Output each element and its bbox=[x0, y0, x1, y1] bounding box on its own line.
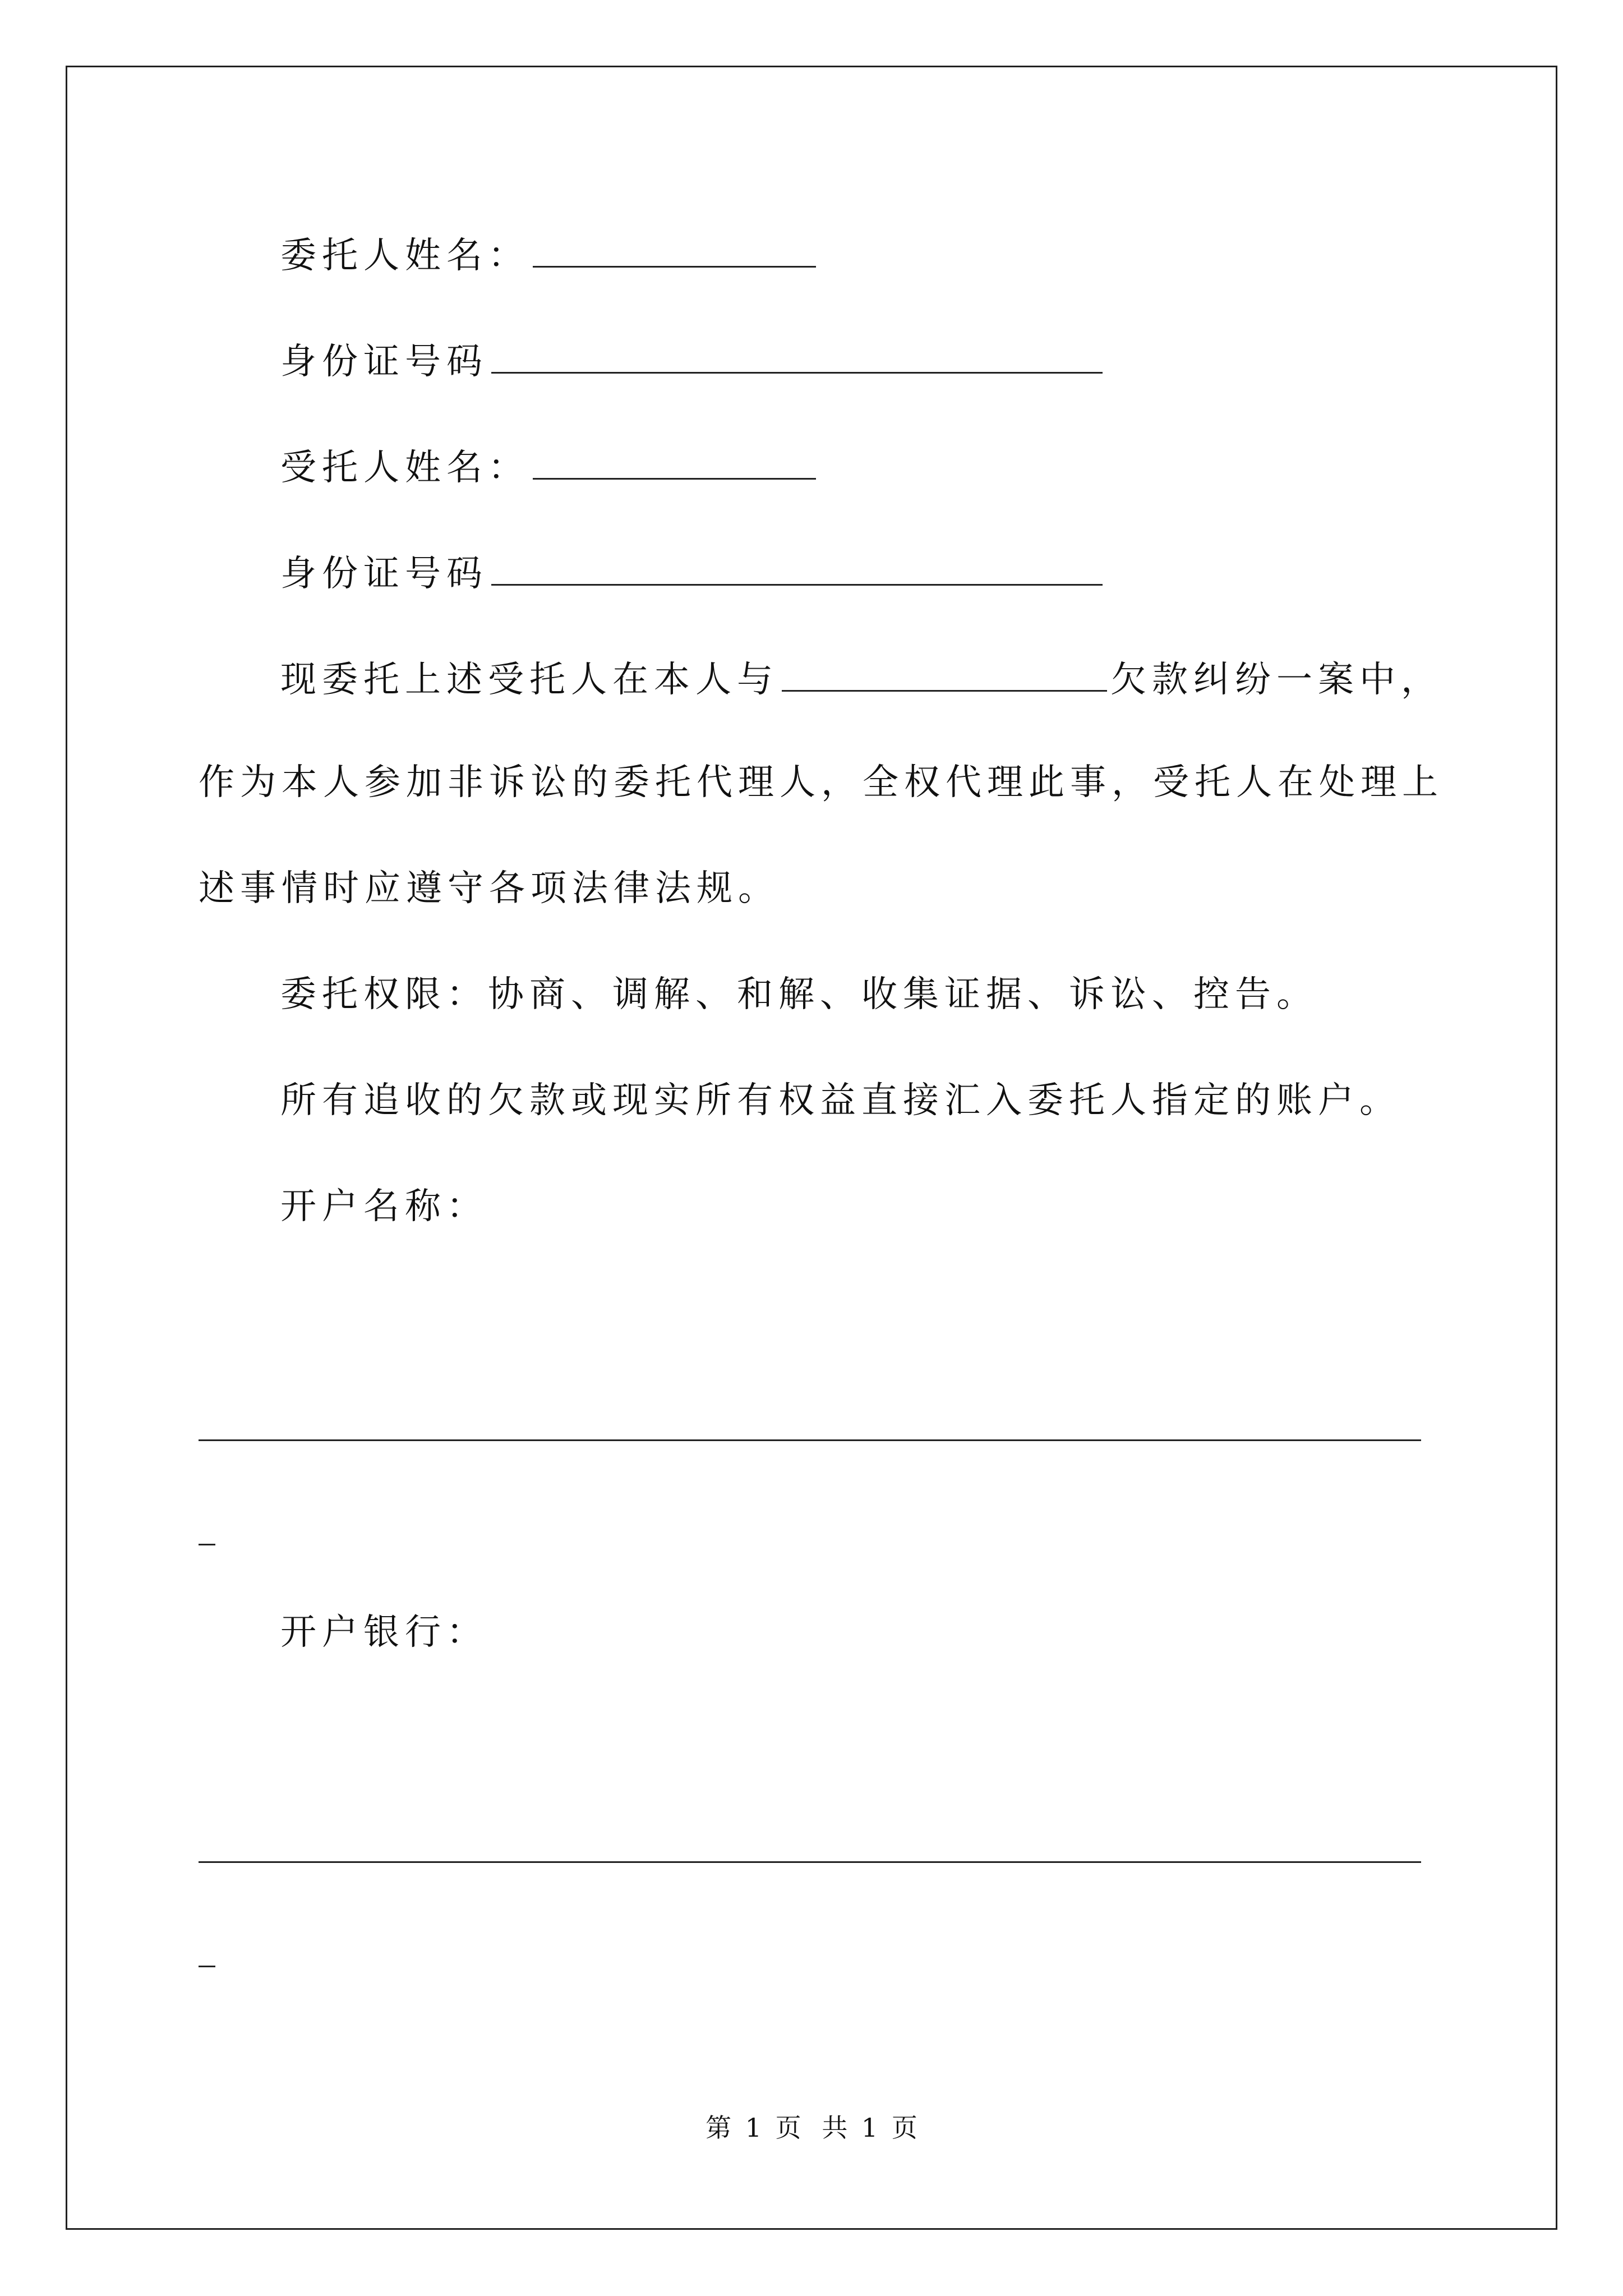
delegation-paragraph-line-1 bbox=[280, 659, 1442, 701]
bank-label: 开户银行： bbox=[280, 1612, 488, 1653]
agent-name-blank[interactable] bbox=[533, 447, 816, 480]
account-name-blank-overflow bbox=[199, 1544, 215, 1545]
principal-id-label: 身份证号码 bbox=[280, 341, 488, 383]
page-total: 共 1 页 bbox=[822, 2113, 917, 2143]
delegation-text-part-2: 欠款纠纷一案中， bbox=[1110, 659, 1442, 701]
account-name-label: 开户名称： bbox=[280, 1186, 488, 1227]
agent-id-line bbox=[280, 553, 1106, 595]
delegation-text-part-1: 现委托上述受托人在本人与 bbox=[280, 659, 778, 701]
deposit-statement: 所有追收的欠款或现实所有权益直接汇入委托人指定的账户。 bbox=[280, 1080, 1401, 1121]
delegation-paragraph-line-2: 作为本人参加非诉讼的委托代理人，全权代理此事，受托人在处理上 bbox=[199, 762, 1444, 803]
bank-blank[interactable] bbox=[199, 1861, 1421, 1863]
bank-blank-overflow bbox=[199, 1966, 215, 1967]
agent-id-label: 身份证号码 bbox=[280, 553, 488, 595]
counterparty-blank[interactable] bbox=[782, 659, 1107, 692]
authority-scope: 委托权限：协商、调解、和解、收集证据、诉讼、控告。 bbox=[280, 974, 1318, 1015]
agent-name-line bbox=[280, 447, 819, 489]
principal-name-blank[interactable] bbox=[533, 234, 816, 268]
agent-name-label: 受托人姓名： bbox=[280, 447, 529, 489]
delegation-paragraph-line-3: 述事情时应遵守各项法律法规。 bbox=[199, 868, 780, 909]
page-footer bbox=[0, 2115, 1623, 2141]
principal-id-blank[interactable] bbox=[491, 341, 1103, 374]
account-name-blank[interactable] bbox=[199, 1439, 1421, 1441]
principal-id-line bbox=[280, 341, 1106, 383]
principal-name-label: 委托人姓名： bbox=[280, 235, 529, 277]
agent-id-blank[interactable] bbox=[491, 553, 1103, 586]
principal-name-line bbox=[280, 234, 819, 277]
page-number: 第 1 页 bbox=[706, 2113, 801, 2143]
page-border bbox=[66, 66, 1557, 2230]
